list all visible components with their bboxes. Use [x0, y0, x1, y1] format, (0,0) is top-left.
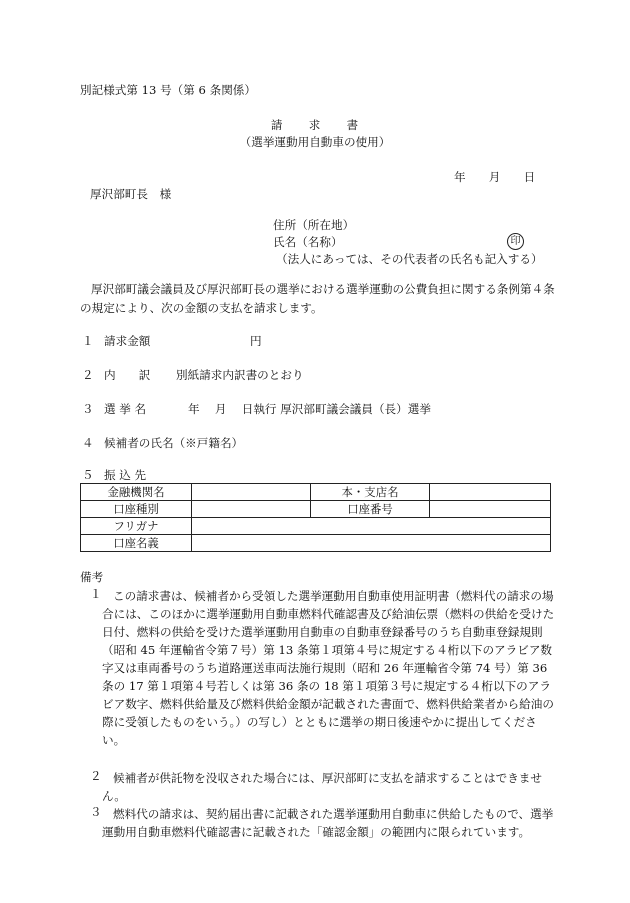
- item-number: ４: [82, 436, 94, 450]
- item-value-amount: 円: [250, 334, 262, 348]
- account-type-label: 口座種別: [81, 501, 192, 518]
- item-number: ３: [82, 402, 94, 416]
- note-number: ２: [90, 769, 102, 783]
- note-number: ３: [90, 805, 102, 819]
- item-value-breakdown: 別紙請求内訳書のとおり: [176, 368, 304, 382]
- account-holder-label: 口座名義: [81, 535, 192, 552]
- date-line: 年 月 日: [454, 170, 536, 184]
- table-row: [81, 535, 551, 552]
- bank-transfer-table: [80, 483, 551, 552]
- item-label-amount: 請求金額: [104, 334, 151, 348]
- notes-heading: 備考: [80, 570, 104, 584]
- addressee: 厚沢部町長 様: [90, 187, 172, 201]
- branch-label: 本・支店名: [311, 484, 430, 501]
- item-number: ２: [82, 368, 94, 382]
- account-holder-field[interactable]: [192, 535, 551, 552]
- furigana-field[interactable]: [192, 518, 551, 535]
- note-text: 燃料代の請求は、契約届出書に記載された選挙運動用自動車に供給したもので、選挙運動用自動車燃料代確認書に記載された「確認金額」の範囲内に限られています。: [102, 807, 554, 839]
- account-number-field[interactable]: [430, 501, 551, 518]
- document-subtitle: （選挙運動用自動車の使用）: [239, 135, 391, 149]
- item-value-election: 年 月 日執行 厚沢部町議会議員（長）選挙: [188, 402, 431, 416]
- name-label: 氏名（名称）: [273, 235, 343, 249]
- account-number-label: 口座番号: [311, 501, 430, 518]
- note-text: 候補者が供託物を没収された場合には、厚沢部町に支払を請求することはできません。: [102, 771, 542, 803]
- corporate-note: （法人にあっては、その代表者の氏名も記入する）: [276, 252, 543, 266]
- document-title: 請 求 書: [270, 118, 360, 132]
- seal-mark: 印: [507, 233, 524, 250]
- bank-name-label: 金融機関名: [81, 484, 192, 501]
- address-label: 住所（所在地）: [273, 218, 355, 232]
- branch-field[interactable]: [430, 484, 551, 501]
- account-type-field[interactable]: [192, 501, 311, 518]
- item-number: １: [82, 334, 94, 348]
- furigana-label: フリガナ: [81, 518, 192, 535]
- table-row: [81, 518, 551, 535]
- item-label-candidate: 候補者の氏名（※戸籍名）: [104, 436, 244, 450]
- table-row: [81, 501, 551, 518]
- intro-paragraph: 厚沢部町議会議員及び厚沢部町長の選挙における選挙運動の公費負担に関する条例第４条の規定により、次の金額の支払を請求します。: [80, 282, 555, 315]
- note-text: この請求書は、候補者から受領した選挙運動用自動車使用証明書（燃料代の請求の場合には、このほかに選挙運動用自動車燃料代確認書及び給油伝票（燃料の供給を受けた日付、燃料の供給を受けた選挙運動用自動車の自動車登録番号のうち自動車登録規則（昭和 45 年運輸省令第７号）第 13 条第１項第４号に規定する４桁以下のアラビア数字又は車両番号のうち道路運送車両法施行規則（昭和 26 年運輸省令第 74 号）第 36 条の 17 第１項第４号若しくは第 36 条の 18 第１項第３号に規定する４桁以下のアラビア数字、燃料供給量及び燃料供給金額が記載された書面で、燃料供給業者から給油の際に受領したものをいう。）の写し）とともに選挙の期日後速やかに提出してください。: [102, 589, 555, 747]
- note-number: １: [90, 587, 102, 601]
- item-label-transfer: 振 込 先: [104, 468, 147, 482]
- item-label-breakdown: 内 訳: [104, 368, 151, 382]
- item-label-election: 選 挙 名: [104, 402, 147, 416]
- bank-name-field[interactable]: [192, 484, 311, 501]
- form-label: 別記様式第 13 号（第 6 条関係）: [80, 83, 256, 97]
- table-row: [81, 484, 551, 501]
- item-number: ５: [82, 468, 94, 482]
